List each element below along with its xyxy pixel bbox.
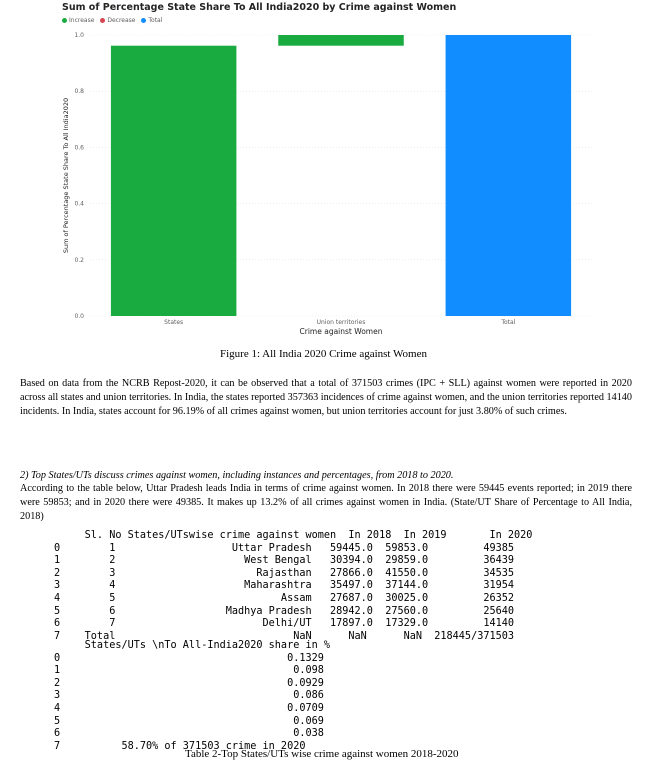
y-tick-label-4: 0.8: [74, 88, 84, 96]
y-tick-label-5: 1.0: [74, 32, 84, 39]
x-axis-label: Crime against Women: [299, 327, 383, 336]
table-caption: Table 2-Top States/UTs wise crime against women 2018-2020: [185, 748, 459, 760]
section-heading: 2) Top States/UTs discuss crimes against women, including instances and percentages, from 2018 to 2020.: [20, 470, 454, 481]
paragraph-top-states: According to the table below, Uttar Pradesh leads India in terms of crime against women. In 2018 there were 59445 events reported; in 2019 there were 59853; and in 2020 there were 49385. It makes up 13.2% of all crimes against women in India. (State/UT Share of Percentage to All India, 2018): [20, 483, 632, 522]
y-tick-label-3: 0.6: [74, 144, 84, 152]
x-tick-label-2: Total: [501, 319, 516, 326]
table-crime-counts: Sl. No States/UTswise crime against women In 2018 In 2019 In 2020 0 1 Uttar Pradesh 59445.0 59853.0 49385 1 2 West Bengal 30394.0 29859.0 36439 2 3 Rajasthan 27866.0 41550.0 34535 3 4 Maharashtra 35497.0 37144.0 31954 4 5 Assam 27687.0 30025.0 26352 5 6 Madhya Pradesh 28942.0 27560.0 25640 6 7 Delhi/UT 17897.0 17329.0 14140 7 Total NaN NaN NaN 218445/371503: [54, 530, 533, 642]
legend-label-increase: Increase: [69, 17, 95, 24]
table-share-percent: States/UTs \nTo All-India2020 share in % 0 0.1329 1 0.098 2 0.0929 3 0.086 4 0.0709 5 0.069 6 0.038 7 58.70% of 371503 crime in 2020: [54, 640, 331, 752]
y-tick-label-0: 0.0: [74, 313, 84, 320]
x-tick-label-0: States: [164, 319, 184, 326]
chart-plot: [56, 0, 596, 340]
x-tick-label-1: Union territories: [316, 319, 366, 326]
legend-label-total: Total: [148, 17, 163, 24]
waterfall-chart: [56, 0, 596, 340]
y-tick-label-2: 0.4: [74, 200, 84, 208]
bar-1: [278, 35, 404, 46]
paragraph-summary: Based on data from the NCRB Repost-2020, it can be observed that a total of 371503 crimes (IPC + SLL) against women were reported in 2020 across all states and union territories. In India, the states reported 357363 incidences of crime against women, and the union territories reported 14140 incidents. In India, states account for 96.19% of all crimes against women, but union territories account for just 3.80% of such crimes.: [20, 378, 632, 417]
legend-label-decrease: Decrease: [107, 17, 136, 24]
y-tick-label-1: 0.2: [74, 256, 84, 264]
bar-0: [111, 46, 237, 316]
bar-2: [446, 35, 572, 316]
figure-caption: Figure 1: All India 2020 Crime against Women: [220, 348, 427, 360]
y-axis-label: Sum of Percentage State Share To All India2020: [62, 97, 70, 254]
chart-title: Sum of Percentage State Share To All India2020 by Crime against Women: [62, 2, 457, 13]
